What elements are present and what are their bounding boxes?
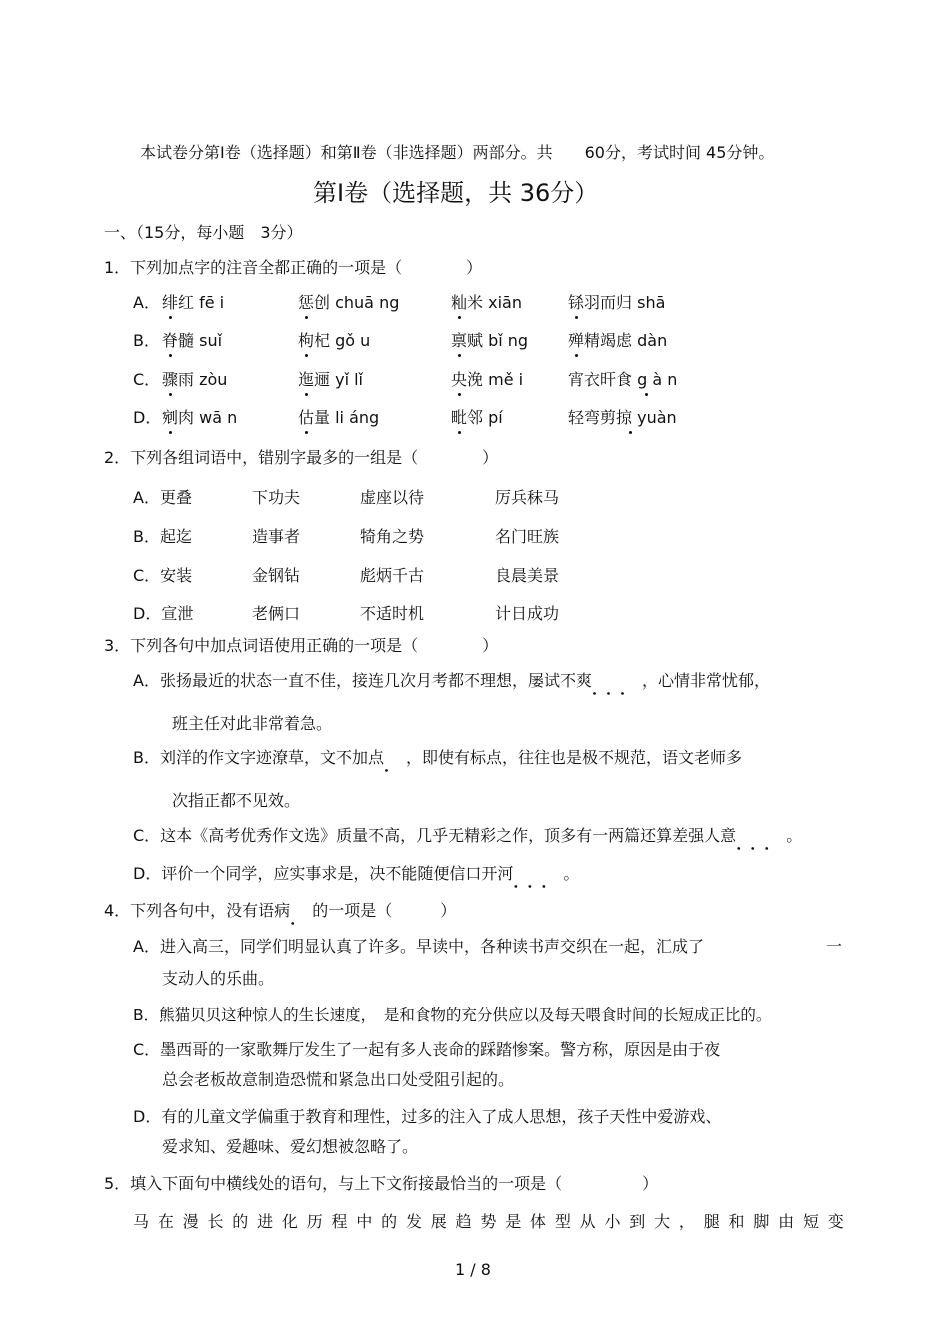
char: ， [678,1212,695,1231]
dotted-char: 食 g à n [616,370,678,389]
char: 从 [579,1212,596,1231]
char: 脚 [753,1212,770,1231]
stem-text: 的一项是（ ） [312,901,457,920]
page-number: 1 / 8 [455,1260,491,1279]
dotted-char: 惩 [298,293,315,312]
word: 虚座以待 [360,488,425,507]
q5-stem: 5．填入下面句中横线处的语句，与上下文衔接最恰当的一项是（ ） [104,1174,659,1193]
word: A．更叠 [133,488,192,507]
option-text: 米 xiān [467,293,522,312]
char: 变 [827,1212,844,1231]
char: 发 [405,1212,422,1231]
section-title: 第Ⅰ卷（选择题，共 36分） [313,179,599,207]
option-text: 红 fē i [178,293,225,312]
option-text: 。 [786,826,803,845]
option-text: A．张扬最近的状态一直不佳，接连几次月考都不理想，屡试不爽 [133,671,592,690]
option-text: 轻 [568,408,585,427]
q4-option-c-line2: 总会老板故意制造恐慌和紧急出口处受阻引起的。 [162,1070,515,1089]
q3-stem: 3．下列各句中加点词语使用正确的一项是（ ） [104,636,499,655]
option-text: 创 chuā ng [314,293,400,312]
option-text: 宵衣旰 [568,370,617,389]
char: 腿 [703,1212,720,1231]
char: 势 [480,1212,497,1231]
char: 展 [430,1212,447,1231]
word: 造事者 [252,527,301,546]
emphasis-dots: ． [290,909,313,928]
option-text: 髓 suǐ [178,331,223,350]
option-label: A． [133,293,160,312]
option-label: B． [133,331,160,350]
char: 程 [331,1212,348,1231]
word: C．安装 [133,566,193,585]
char: 体 [530,1212,547,1231]
char: 趋 [455,1212,472,1231]
q5-passage-line1 [133,1212,844,1232]
q4-option-c-line1: C．墨西哥的一家歌舞厅发生了一起有多人丧命的踩踏惨案。警方称，原因是由于夜 [133,1040,721,1059]
emphasis-dots: ．．． [591,679,642,698]
dotted-char: 铩 [568,293,585,312]
char: 马 [133,1212,150,1231]
option-text: B．刘洋的作文字迹潦草，文不加点 [133,748,384,767]
word: 金钢钻 [252,566,301,585]
char: 长 [207,1212,224,1231]
word: 名门旺族 [495,527,560,546]
char: 由 [778,1212,795,1231]
word: 不适时机 [360,604,425,623]
dotted-char: 骤 [162,370,179,389]
part1-header: 一、（15分，每小题 3分） [104,223,303,242]
q3-option-a-line1 [133,671,770,698]
q2-stem: 2．下列各组词语中，错别字最多的一组是（ ） [104,448,499,467]
option-text: 量 li áng [314,408,380,427]
char: 到 [629,1212,646,1231]
option-label: D． [133,408,162,427]
word: B．起迄 [133,527,192,546]
option-text: 杞 gǒ u [314,331,371,350]
option-text: 雨 zòu [178,370,228,389]
char: 进 [257,1212,274,1231]
option-text: D．评价一个同学，应实事求是，决不能随便信口开河 [133,864,514,883]
emphasis-dots: ． [383,756,406,775]
word: 厉兵秣马 [495,488,560,507]
dotted-char: 禀 [451,331,468,350]
option-text: 逦 yǐ lǐ [314,370,363,389]
option-text: C．这本《高考优秀作文选》质量不高，几乎无精彩之作，顶多有一两篇还算差强人意 [133,826,737,845]
char: 大 [654,1212,671,1231]
q4-stem [104,901,457,928]
q4-option-d-line1: D．有的儿童文学偏重于教育和理性，过多的注入了成人思想，孩子天性中爱游戏、 [133,1107,722,1126]
dotted-char: 央 [451,370,468,389]
dotted-char: 殚 [568,331,585,350]
option-text: 肉 wā n [178,408,238,427]
q4-option-a-line2: 支动人的乐曲。 [162,969,275,988]
word: 计日成功 [495,604,560,623]
char: 的 [381,1212,398,1231]
dotted-char: 绯 [162,293,179,312]
dotted-char: 枸 [298,331,315,350]
char: 化 [281,1212,298,1231]
option-text: 邻 pí [467,408,503,427]
q4-option-a-line1-end: 一 [826,937,843,956]
char: 的 [232,1212,249,1231]
char: 型 [554,1212,571,1231]
option-text: ，心情非常忧郁， [641,671,770,690]
emphasis-dots: ．．． [513,872,564,891]
word: 犄角之势 [360,527,425,546]
emphasis-dots: ．．． [736,834,787,853]
q3-option-a-line2: 班主任对此非常着急。 [172,714,333,733]
intro-text: 本试卷分第Ⅰ卷（选择题）和第Ⅱ卷（非选择题）两部分。共 60分，考试时间 45分钟。 [140,143,775,162]
word: 良晨美景 [495,566,560,585]
option-text: ，即使有标点，往往也是极不规范，语文老师多 [406,748,743,767]
char: 短 [802,1212,819,1231]
word: 老俩口 [252,604,301,623]
word: 彪炳千古 [360,566,425,585]
char: 是 [505,1212,522,1231]
q4-option-a-line1: A．进入高三，同学们明显认真了许多。早读中，各种读书声交织在一起，汇成了 [133,937,704,956]
q4-option-d-line2: 爱求知、爱趣味、爱幻想被忽略了。 [162,1137,419,1156]
word: D．宣泄 [133,604,194,623]
option-text: 羽而归 shā [584,293,666,312]
q1-stem: 1．下列加点字的注音全都正确的一项是（ ） [104,258,483,277]
q4-option-b: B．熊猫贝贝这种惊人的生长速度， 是和食物的充分供应以及每天喂食时间的长短成正比的。 [133,1006,772,1024]
option-label: C． [133,370,161,389]
dotted-char: 估 [298,408,315,427]
dotted-char: 剜 [162,408,179,427]
q3-option-b-line1 [133,748,743,775]
char: 小 [604,1212,621,1231]
option-text: 赋 bǐ ng [467,331,529,350]
char: 在 [157,1212,174,1231]
char: 历 [306,1212,323,1231]
option-text: 。 [563,864,580,883]
stem-text: 4．下列各句中，没有语病 [104,901,291,920]
dotted-char: 毗 [451,408,468,427]
option-text: 精竭虑 dàn [584,331,668,350]
q3-option-b-line2: 次指正都不见效。 [172,791,301,810]
word: 下功夫 [252,488,301,507]
q3-option-c [133,826,803,853]
dotted-char: 弯剪掠 yuàn [584,408,677,427]
dotted-char: 脊 [162,331,179,350]
q3-option-d [133,864,580,891]
char: 中 [356,1212,373,1231]
option-text: 浼 mě i [467,370,524,389]
char: 和 [728,1212,745,1231]
char: 漫 [182,1212,199,1231]
dotted-char: 籼 [451,293,468,312]
dotted-char: 迤 [298,370,315,389]
